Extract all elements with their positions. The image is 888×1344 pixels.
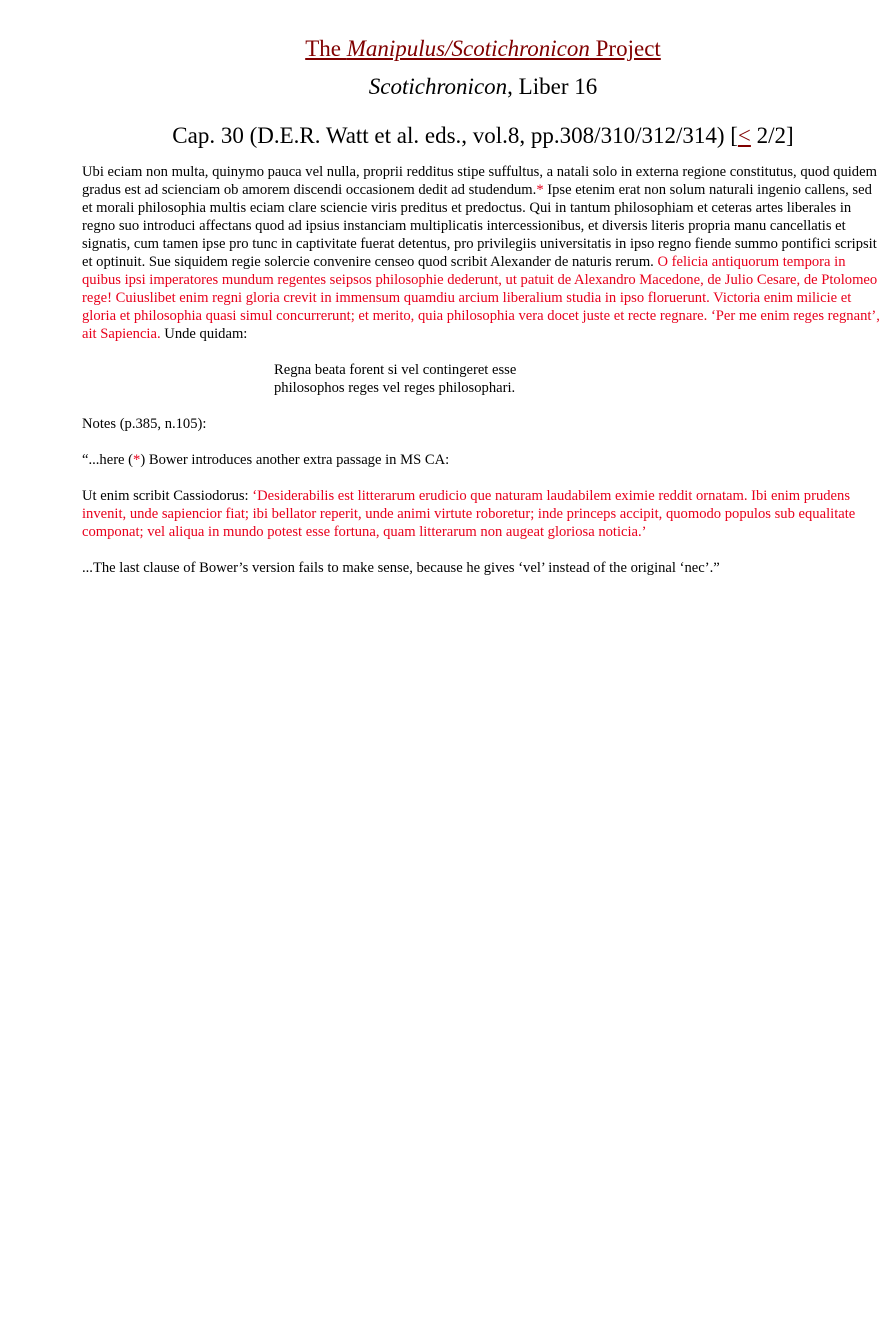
title-italic: Manipulus/Scotichronicon bbox=[346, 36, 590, 61]
notes-heading: Notes (p.385, n.105): bbox=[82, 416, 207, 432]
book-subtitle bbox=[82, 72, 884, 102]
project-title-link[interactable] bbox=[305, 36, 661, 61]
previous-part-link[interactable]: < bbox=[737, 123, 751, 148]
closing-note: ...The last clause of Bower’s version fails to make sense, because he gives ‘vel’ instead of the original ‘nec’.” bbox=[82, 560, 720, 576]
note-asterisk-link[interactable]: * bbox=[536, 182, 544, 198]
chapter-end: 2/2] bbox=[750, 123, 794, 148]
page-title bbox=[82, 34, 884, 64]
cassiodorus-intro: Ut enim scribit Cassiodorus: bbox=[82, 488, 253, 504]
cassiodorus-paragraph bbox=[82, 487, 884, 541]
verse-line-2: philosophos reges vel reges philosophari. bbox=[274, 380, 516, 396]
note-intro-b: ) Bower introduces another extra passage in MS CA: bbox=[140, 452, 450, 468]
subtitle-rest: , Liber 16 bbox=[507, 74, 598, 99]
subtitle-italic: Scotichronicon bbox=[368, 74, 508, 99]
title-suffix: Project bbox=[589, 36, 661, 61]
p1-red-quotation: O felicia antiquorum tempora in quibus ipsi imperatores mundum regentes seipsos philosophie dederunt, ut patuit de Alexandro Macedone, de Julio Cesare, de Ptolomeo rege! Cuiuslibet enim regni gloria crevit in immensum quamdiu arcium liberalium studia in ipso floruerunt. Victoria enim milicie et gloria et philosophia quasi simul concurrerunt; et merito, quia philosophia vera docet juste et recte regnare. ‘Per me enim reges regnant’, ait Sapiencia. bbox=[82, 254, 880, 342]
page-content bbox=[82, 34, 884, 577]
main-paragraph bbox=[82, 163, 884, 343]
chapter-text: Cap. 30 (D.E.R. Watt et al. eds., vol.8, pp.308/310/312/314) [ bbox=[172, 123, 738, 148]
verse-block bbox=[274, 361, 884, 397]
p1-text-b: Ipse etenim erat non solum naturali ingenio callens, sed et morali philosophia multis eciam clare sciencie viris preditus et predoctus. Qui in tantum philosophiam et ceteras artes liberales in regno suo introduci affectans quod ad ipsius instanciam multiplicatis intercessionibus, et diversis literis propria manu cancellatis et signatis, cum tamen ipse pro tunc in captivitate fuerat detentus, pro privilegiis universitatis in ipso regno fiende summo pontifici scripsit et optinuit. Sue siquidem regie solercie convenire censeo quod scribit Alexander de naturis rerum. bbox=[82, 182, 877, 270]
verse-line-1: Regna beata forent si vel contingeret esse bbox=[274, 362, 517, 378]
cassiodorus-quotation: ‘Desiderabilis est litterarum erudicio que naturam laudabilem eximie reddit ornatam. Ibi enim prudens invenit, unde sapiencior fiat; ibi bellator reperit, unde animi virtute roboretur; inde princeps accipit, quomodo populos sub equalitate componat; vel aliqua in mundo potest esse fortuna, quam litterarum non augeat gloriosa noticia.’ bbox=[82, 488, 856, 540]
p1-text-c: Unde quidam: bbox=[160, 326, 248, 342]
chapter-heading bbox=[82, 121, 884, 151]
note-intro-asterisk: * bbox=[133, 452, 141, 468]
note-intro bbox=[82, 451, 884, 469]
note-intro-a: “...here ( bbox=[82, 452, 134, 468]
title-prefix: The bbox=[305, 36, 347, 61]
p1-text-a: Ubi eciam non multa, quinymo pauca vel nulla, proprii redditus stipe suffultus, a natali solo in externa regione constitutus, quod quidem gradus est ad scienciam ob amorem discendi occasionem dedit ad studendum. bbox=[82, 164, 877, 198]
